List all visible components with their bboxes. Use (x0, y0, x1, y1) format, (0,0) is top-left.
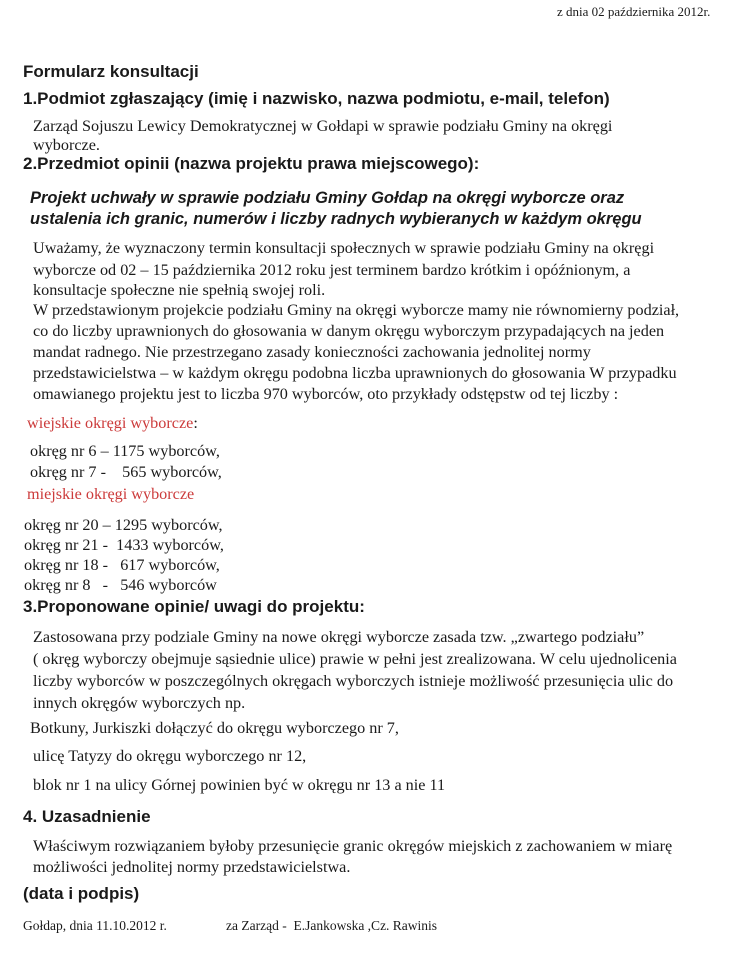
form-title: Formularz konsultacji (23, 62, 199, 81)
opinion-paragraph-line: Uważamy, że wyznaczony termin konsultacji społecznych w sprawie podziału Gminy na okręgi (33, 239, 655, 257)
section3-heading: 3.Proponowane opinie/ uwagi do projektu: (23, 597, 365, 616)
urban-districts-label: miejskie okręgi wyborcze (27, 485, 195, 503)
proposal-paragraph-line: liczby wyborców w poszczególnych okręgach wyborczych istnieje możliwość przesunięcia ulic do (33, 672, 674, 690)
project-title-line: Projekt uchwały w sprawie podziału Gminy Gołdap na okręgi wyborcze oraz (30, 189, 625, 207)
rural-districts-label-text: wiejskie okręgi wyborcze (27, 414, 194, 432)
project-title-line: ustalenia ich granic, numerów i liczby radnych wybieranych w każdym okręgu (30, 210, 642, 228)
opinion-paragraph-line: omawianego projektu jest to liczba 970 wyborców, oto przykłady odstępstw od tej liczby : (33, 385, 619, 403)
proposal-paragraph-line: innych okręgów wyborczych np. (33, 694, 246, 712)
rural-district-item: okręg nr 7 - 565 wyborców, (30, 463, 222, 481)
opinion-paragraph-line: konsultacje społeczne nie spełnią swojej roli. (33, 281, 326, 299)
proposal-item: blok nr 1 na ulicy Górnej powinien być w okręgu nr 13 a nie 11 (33, 776, 446, 794)
proposal-item: ulicę Tatyzy do okręgu wyborczego nr 12, (33, 747, 307, 765)
opinion-paragraph-line: przedstawicielstwa – w każdym okręgu podobna liczba uprawnionych do głosowania W przypadku (33, 364, 677, 382)
proposal-paragraph-line: ( okręg wyborczy obejmuje sąsiednie ulice) prawie w pełni jest zrealizowana. W celu ujednolicenia (33, 650, 677, 668)
section2-heading: 2.Przedmiot opinii (nazwa projektu prawa miejscowego): (23, 154, 480, 173)
section1-line: Zarząd Sojuszu Lewicy Demokratycznej w Gołdapi w sprawie podziału Gminy na okręgi (33, 117, 613, 135)
urban-district-item: okręg nr 8 - 546 wyborców (24, 576, 217, 594)
signature-place-date: Gołdap, dnia 11.10.2012 r. (23, 918, 167, 933)
urban-district-item: okręg nr 21 - 1433 wyborców, (24, 536, 224, 554)
section1-line: wyborcze. (33, 136, 100, 154)
section1-heading: 1.Podmiot zgłaszający (imię i nazwisko, nazwa podmiotu, e-mail, telefon) (23, 89, 610, 108)
justification-line: możliwości jednolitej normy przedstawicielstwa. (33, 858, 351, 876)
justification-line: Właściwym rozwiązaniem byłoby przesunięcie granic okręgów miejskich z zachowaniem w miarę (33, 837, 673, 855)
opinion-paragraph-line: co do liczby uprawnionych do głosowania w danym okręgu wyborczym przypadających na jeden (33, 322, 665, 340)
opinion-paragraph-line: W przedstawionym projekcie podziału Gminy na okręgi wyborcze mamy nie równomierny podział, (33, 301, 680, 319)
proposal-paragraph-line: Zastosowana przy podziale Gminy na nowe okręgi wyborcze zasada tzw. „zwartego podziału” (33, 628, 645, 646)
header-date: z dnia 02 października 2012r. (557, 4, 711, 19)
rural-districts-label (27, 414, 198, 434)
urban-district-item: okręg nr 20 – 1295 wyborców, (24, 516, 223, 534)
signature-signed-by: za Zarząd - E.Jankowska ,Cz. Rawinis (226, 918, 438, 933)
signature-heading: (data i podpis) (23, 884, 140, 903)
proposal-item: Botkuny, Jurkiszki dołączyć do okręgu wyborczego nr 7, (30, 719, 399, 737)
opinion-paragraph-line: mandat radnego. Nie przestrzegano zasady konieczności zachowania jednolitej normy (33, 343, 591, 361)
opinion-paragraph-line: wyborcze od 02 – 15 października 2012 roku jest terminem bardzo krótkim i opóźnionym, a (33, 261, 631, 279)
rural-district-item: okręg nr 6 – 1175 wyborców, (30, 442, 220, 460)
section4-heading: 4. Uzasadnienie (23, 807, 151, 826)
rural-districts-label-colon: : (193, 414, 198, 432)
urban-district-item: okręg nr 18 - 617 wyborców, (24, 556, 220, 574)
